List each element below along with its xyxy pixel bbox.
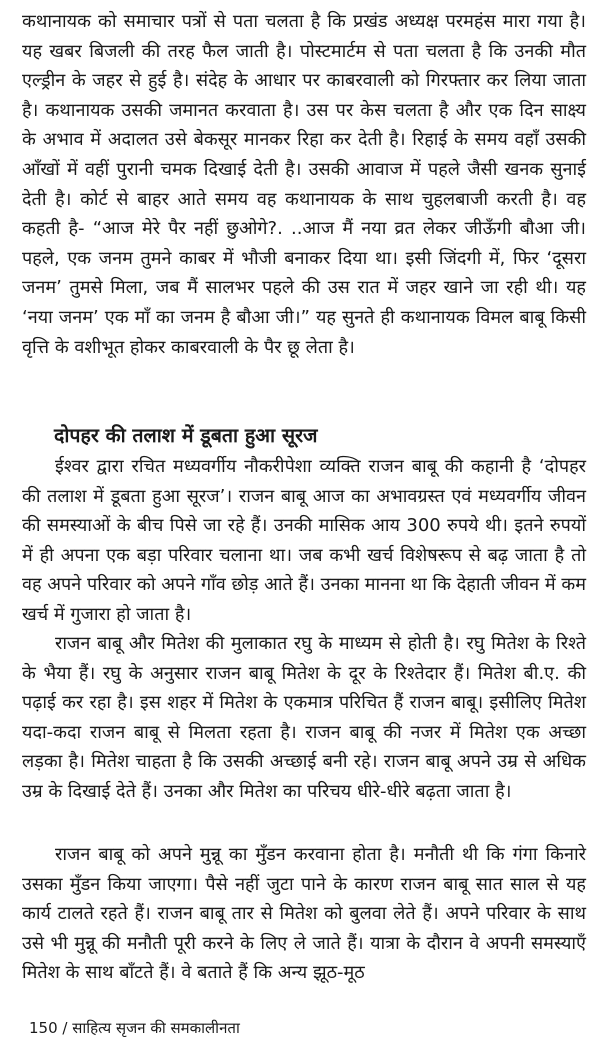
book-title: साहित्य सृजन की समकालीनता	[72, 1019, 240, 1037]
footer-separator: /	[62, 1019, 68, 1037]
page-footer	[29, 1017, 240, 1039]
paragraph-story-intro: ईश्वर द्वारा रचित मध्यवर्गीय नौकरीपेशा व्यक्ति राजन बाबू की कहानी है ‘दोपहर की तलाश में डूबता हुआ सूरज’। राजन बाबू आज का अभावग्रस्त एवं मध्यवर्गीय जीवन की समस्याओं के बीच पिसे जा रहे हैं। उनकी मासिक आय 300 रुपये थी। इतने रुपयों में ही अपना एक बड़ा परिवार चलाना था। जब कभी खर्च विशेषरूप से बढ़ जाता है तो वह अपने परिवार को अपने गाँव छोड़ आते हैं। उनका मानना था कि देहाती जीवन में कम खर्च में गुजारा हो जाता है।	[22, 456, 586, 625]
paragraph-kabarwali-story: कथानायक को समाचार पत्रों से पता चलता है कि प्रखंड अध्यक्ष परमहंस मारा गया है। यह खबर बिजली की तरह फैल जाती है। पोस्टमार्टम से पता चलता है कि उनकी मौत एल्ड्रीन के जहर से हुई है। संदेह के आधार पर काबरवाली को गिरफ्तार कर लिया जाता है। कथानायक उसकी जमानत करवाता है। उस पर केस चलता है और एक दिन साक्ष्य के अभाव में अदालत उसे बेकसूर मानकर रिहा कर देती है। रिहाई के समय वहाँ उसकी आँखों में वहीं पुरानी चमक दिखाई देती है। उसकी आवाज में पहले जैसी खनक सुनाई देती है। कोर्ट से बाहर आते समय वह कथानायक के साथ चुहलबाजी करती है। वह कहती है- “आज मेरे पैर नहीं छुओगे?. ..आज मैं नया व्रत लेकर जीऊँगी बौआ जी। पहले, एक जनम तुमने काबर में भौजी बनाकर दिया था। इसी जिंदगी में, फिर ‘दूसरा जनम’ तुमसे मिला, जब मैं सालभर पहले की उस रात में जहर खाने जा रही थी। यह ‘नया जनम’ एक माँ का जनम है बौआ जी।” यह सुनते ही कथानायक विमल बाबू किसी वृत्ति के वशीभूत होकर काबरवाली के पैर छू लेता है।	[22, 11, 586, 358]
section-heading: दोपहर की तलाश में डूबता हुआ सूरज	[54, 424, 318, 447]
paragraph-rajan-mitesh: राजन बाबू और मितेश की मुलाकात रघु के माध्यम से होती है। रघु मितेश के रिश्ते के भैया हैं। रघु के अनुसार राजन बाबू मितेश के दूर के रिश्तेदार हैं। मितेश बी.ए. की पढ़ाई कर रहा है। इस शहर में मितेश के एकमात्र परिचित हैं राजन बाबू। इसीलिए मितेश यदा-कदा राजन बाबू से मिलता रहता है। राजन बाबू की नजर में मितेश एक अच्छा लड़का है। मितेश चाहता है कि उसकी अच्छाई बनी रहे। राजन बाबू अपने उम्र से अधिक उम्र के दिखाई देते हैं। उनका और मितेश का परिचय धीरे-धीरे बढ़ता जाता है।	[22, 633, 586, 802]
page-number: 150	[29, 1019, 58, 1037]
paragraph-mundan: राजन बाबू को अपने मुन्नू का मुँडन करवाना होता है। मनौती थी कि गंगा किनारे उसका मुँडन किया जाएगा। पैसे नहीं जुटा पाने के कारण राजन बाबू सात साल से यह कार्य टालते रहते हैं। राजन बाबू तार से मितेश को बुलवा लेते हैं। अपने परिवार के साथ उसे भी मुन्नू की मनौती पूरी करने के लिए ले जाते हैं। यात्रा के दौरान वे अपनी समस्याएँ मितेश के साथ बाँटते हैं। वे बताते हैं कि अन्य झूठ-मूठ	[22, 844, 586, 984]
